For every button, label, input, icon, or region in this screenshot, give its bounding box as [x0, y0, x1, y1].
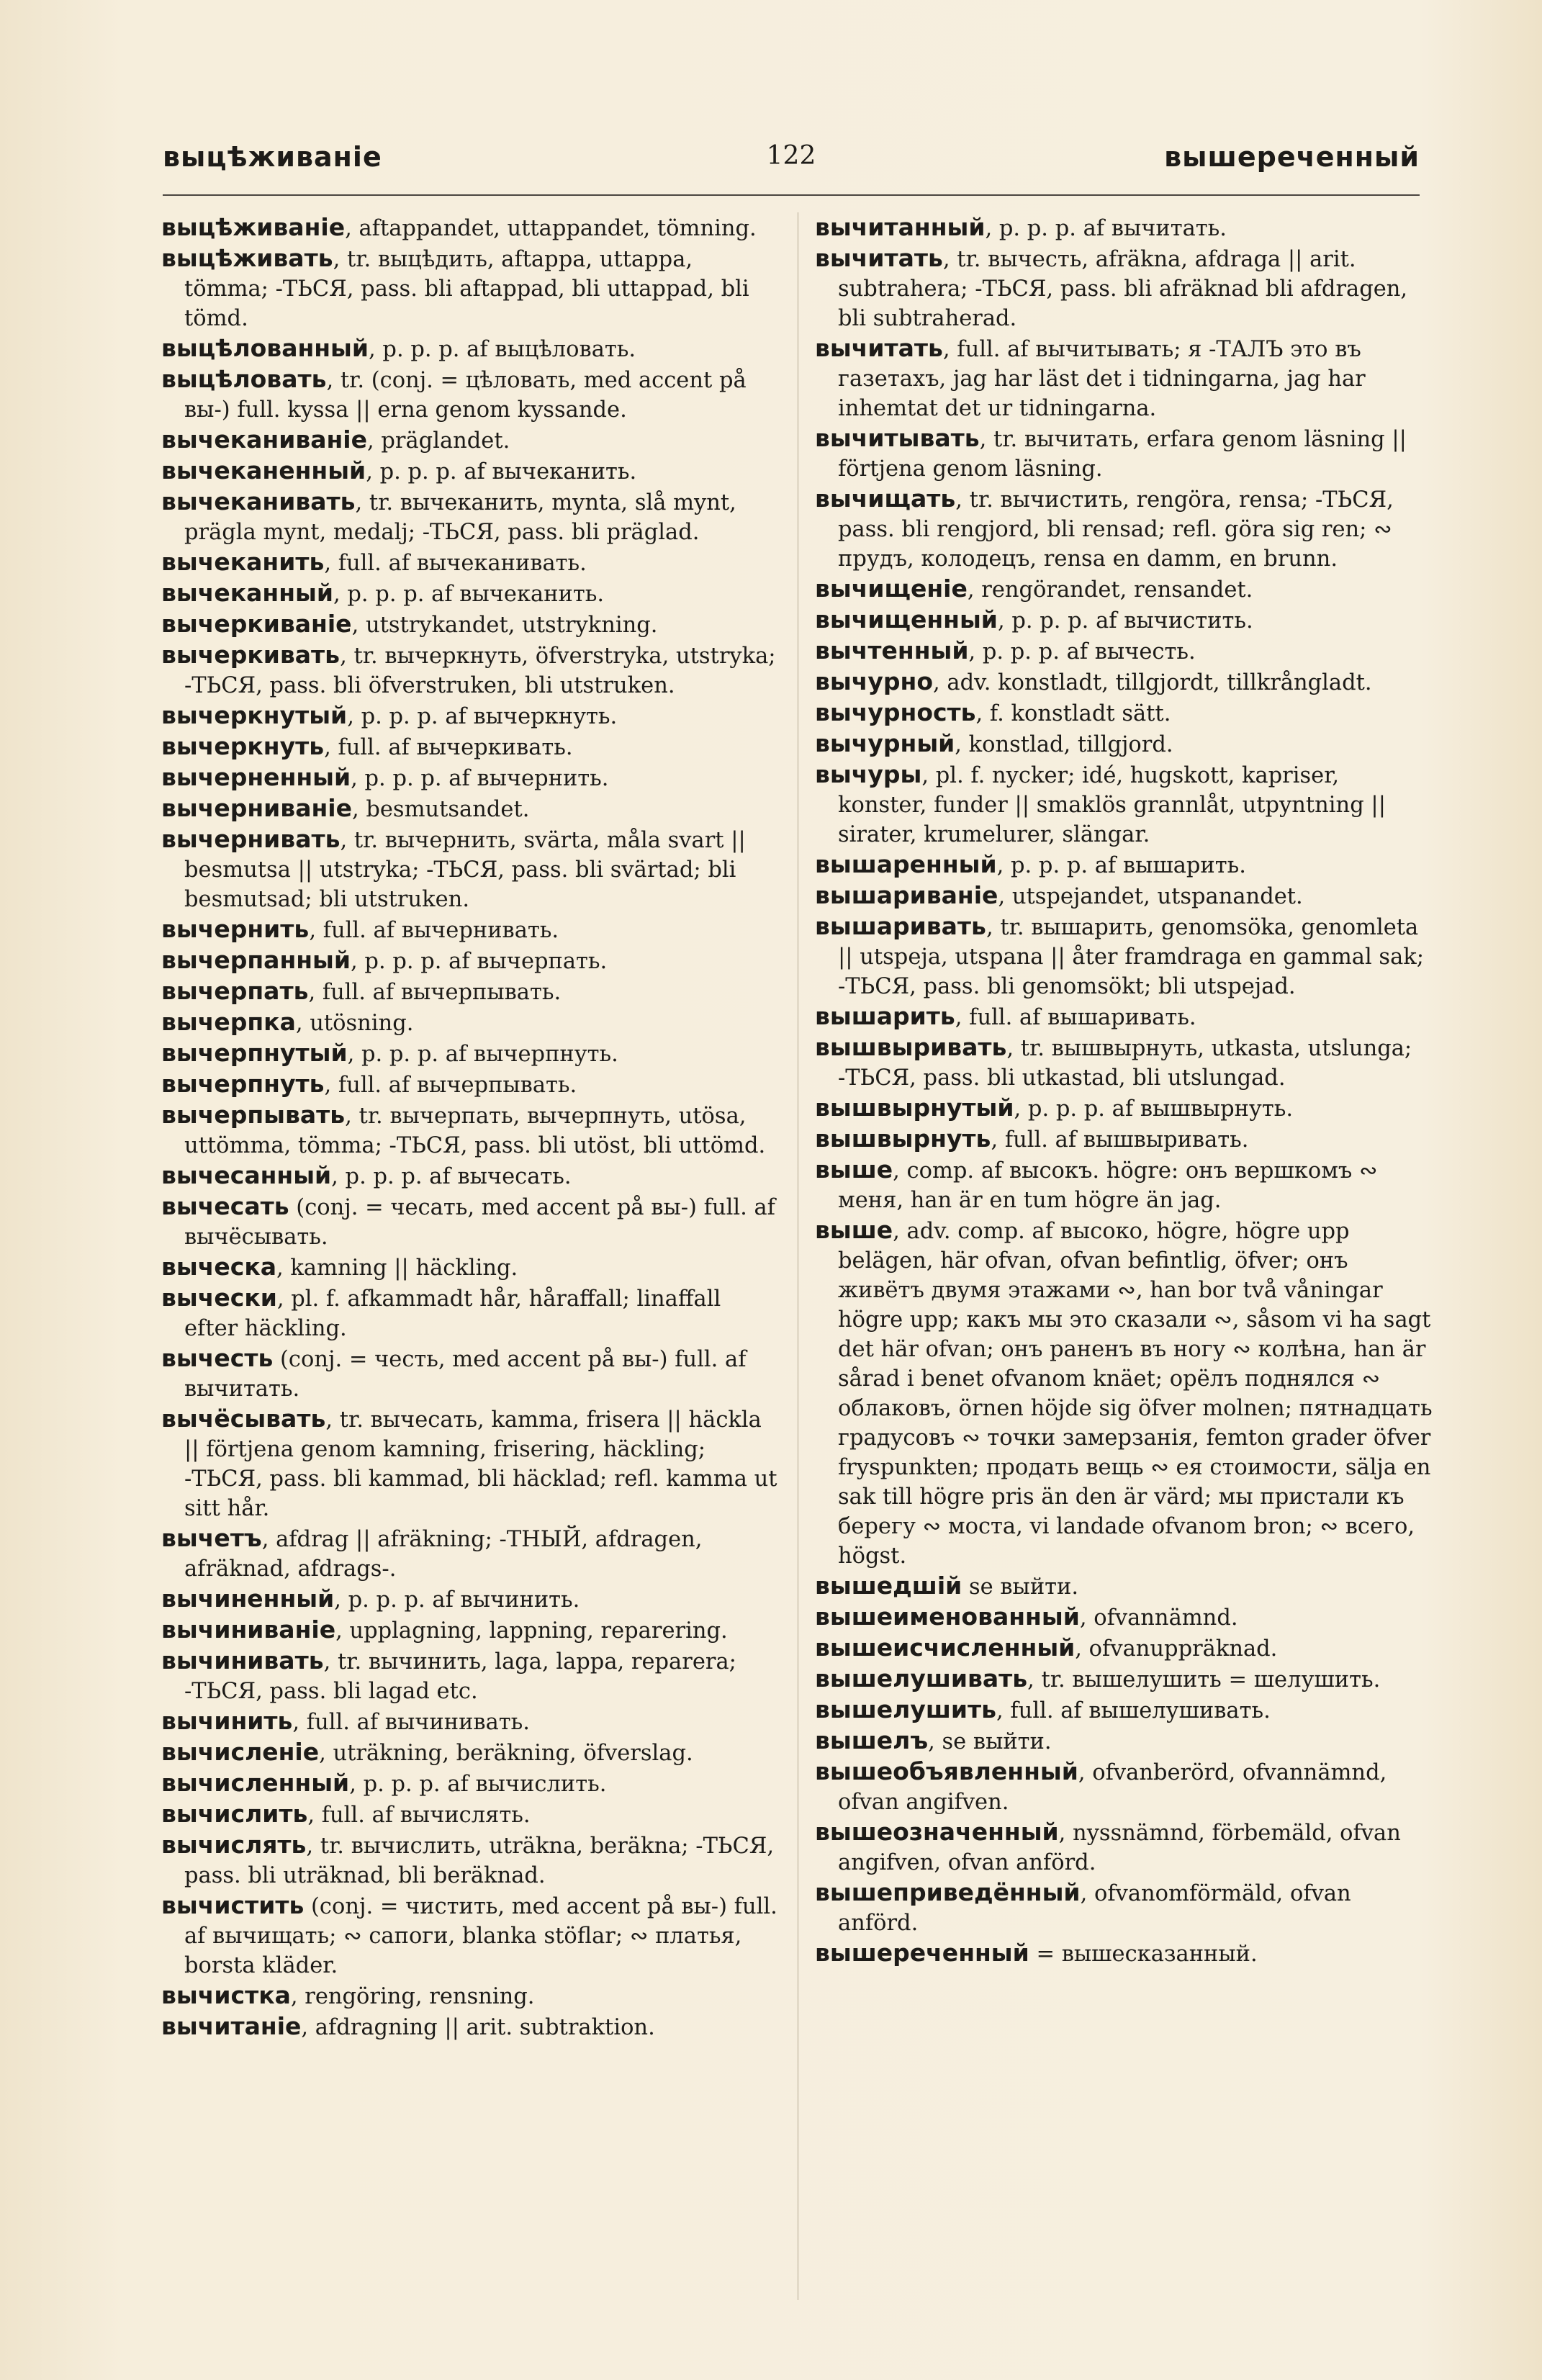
dictionary-entry [815, 1001, 1434, 1032]
dictionary-entry [815, 1878, 1434, 1938]
entry-headword: вычерпывать [161, 1101, 346, 1129]
entry-definition: , p. p. p. af вычесать. [331, 1164, 572, 1189]
entry-definition: , ofvanomförmäld, ofvan anförd. [838, 1881, 1351, 1936]
entry-headword: вышелушивать [815, 1664, 1028, 1692]
entry-definition: , aftappandet, uttappandet, tömning. [345, 216, 757, 241]
dictionary-entry [161, 976, 780, 1007]
dictionary-entry [815, 880, 1434, 911]
dictionary-entry [815, 1571, 1434, 1602]
entry-definition: , kamning || häckling. [276, 1256, 518, 1281]
entry-headword: вышаривать [815, 912, 986, 940]
entry-definition: se выйти. [962, 1574, 1079, 1600]
left-column [161, 212, 780, 2343]
entry-headword: вышедшій [815, 1572, 962, 1600]
entry-definition: , p. p. p. af вычеркнуть. [347, 704, 618, 729]
dictionary-entry [161, 456, 780, 487]
entry-headword: вышеисчисленный [815, 1633, 1076, 1662]
dictionary-entry [815, 1664, 1434, 1695]
entry-definition: , tr. вычеканить, mynta, slå mynt, prägla mynt, medalj; -ТЬСЯ, pass. bli präglad. [184, 490, 736, 545]
entry-definition: , full. af вышвыривать. [991, 1127, 1249, 1153]
entry-headword: вышвыривать [815, 1033, 1007, 1061]
entry-definition: , p. p. p. af вычитать. [985, 216, 1227, 241]
entry-definition: , full. af вычернивать. [309, 918, 559, 943]
entry-definition: , p. p. p. af вычерпать. [351, 949, 608, 974]
dictionary-entry [161, 1343, 780, 1404]
entry-definition: , p. p. p. af вышвырнуть. [1014, 1096, 1294, 1122]
entry-headword: вычурность [815, 698, 976, 726]
entry-definition: , full. af вычерпывать. [308, 980, 562, 1005]
entry-definition: , p. p. p. af выцѣловать. [369, 337, 636, 362]
entry-headword: вычерненный [161, 763, 351, 791]
entry-headword: вычерпка [161, 1008, 296, 1036]
dictionary-entry [161, 1584, 780, 1615]
entry-definition: , comp. af высокъ. högre: онъ вершкомъ ∾ меня, han är en tum högre än jag. [838, 1158, 1378, 1213]
entry-definition: , uträkning, beräkning, öfverslag. [319, 1741, 693, 1766]
entry-definition: , tr. вычесть, afräkna, afdraga || arit. subtrahera; -ТЬСЯ, pass. bli afräknad bli afdragen, bli subtraherad. [838, 247, 1408, 331]
entry-headword: вычитывать [815, 424, 980, 452]
dictionary-entry [815, 667, 1434, 698]
dictionary-entry [161, 1191, 780, 1252]
header-rule [163, 194, 1420, 196]
entry-headword: вычистка [161, 1981, 291, 2009]
entry-definition: , utösning. [295, 1011, 414, 1036]
dictionary-entry [815, 1726, 1434, 1757]
entry-definition: , tr. вычитать, erfara genom läsning || förtjena genom läsning. [838, 427, 1407, 482]
entry-definition: , full. af вычитывать; я -ТАЛЪ это въ газетахъ, jag har läst det i tidningarna, jag har inhemtat det ur tidningarna. [838, 337, 1366, 421]
entry-headword: вышарить [815, 1002, 955, 1030]
entry-definition: , tr. вычислить, uträkna, beräkna; -ТЬСЯ, pass. bli uträknad, bli beräknad. [184, 1834, 775, 1888]
entry-definition: , utspejandet, utspanandet. [998, 884, 1303, 909]
entry-headword: вычеканивать [161, 487, 356, 515]
dictionary-entry [815, 1695, 1434, 1726]
entry-headword: вычерпать [161, 977, 309, 1005]
entry-definition: , p. p. p. af вычесть. [968, 639, 1196, 664]
entry-definition: , rengörandet, rensandet. [967, 577, 1253, 603]
entry-headword: вычернить [161, 915, 310, 943]
dictionary-entry [161, 640, 780, 700]
entry-headword: вычинивать [161, 1646, 324, 1674]
entry-definition: (conj. = чесать, med accent på вы-) full. af вычёсывать. [184, 1195, 775, 1250]
dictionary-entry [161, 1069, 780, 1100]
entry-definition: , tr. вычесать, kamma, frisera || häckla || förtjena genom kamning, frisering, häckling; -ТЬСЯ, pass. bli kammad, bli häcklad; refl. kamma ut sitt hår. [184, 1407, 777, 1521]
entry-definition: , besmutsandet. [351, 797, 530, 822]
entry-definition: , rengöring, rensning. [290, 1984, 535, 2009]
entry-headword: вышелушить [815, 1695, 996, 1723]
dictionary-entry [815, 243, 1434, 333]
entry-definition: , p. p. p. af вышарить. [996, 853, 1246, 878]
entry-definition: , tr. вычистить, rengöra, rensa; -ТЬСЯ, pass. bli rengjord, bli rensad; refl. göra sig ren; ∾ прудъ, колодецъ, rensa en damm, en brunn. [838, 487, 1394, 572]
right-column [815, 212, 1434, 2343]
dictionary-entry [161, 1706, 780, 1737]
dictionary-entry [815, 1032, 1434, 1093]
entry-definition: , full. af вычеканивать. [324, 551, 587, 576]
dictionary-entry [161, 1160, 780, 1191]
dictionary-entry [161, 578, 780, 609]
entry-headword: вышеприведённый [815, 1878, 1081, 1906]
entry-definition: , p. p. p. af вычинить. [334, 1587, 580, 1613]
entry-definition: , tr. вычернить, svärta, måla svart || besmutsa || utstryka; -ТЬСЯ, pass. bli svärtad; bli besmutsad; bli utstruken. [184, 828, 746, 912]
entry-definition: , full. af вычерпывать. [324, 1073, 577, 1098]
entry-headword: вычесать [161, 1192, 289, 1220]
dictionary-entry [815, 423, 1434, 484]
entry-headword: вычерпнутый [161, 1039, 348, 1067]
entry-definition: , tr. (conj. = цѣловать, med accent på вы-) full. kyssa || erna genom kyssande. [184, 368, 747, 423]
entry-headword: вышеобъявленный [815, 1757, 1078, 1785]
page-number: 122 [766, 141, 816, 171]
dictionary-entry [161, 1100, 780, 1160]
entry-definition: , full. af вышелушивать. [996, 1698, 1271, 1723]
entry-headword: вычерпнуть [161, 1070, 325, 1098]
entry-headword: выцѣловать [161, 365, 327, 393]
dictionary-entry [161, 824, 780, 914]
dictionary-entry [815, 1215, 1434, 1571]
entry-headword: вычеканенный [161, 456, 366, 484]
dictionary-entry [815, 1124, 1434, 1155]
dictionary-entry [161, 1038, 780, 1069]
dictionary-entry [161, 1737, 780, 1768]
entry-headword: вычеркиваніе [161, 610, 352, 638]
entry-headword: выцѣлованный [161, 334, 369, 362]
entry-headword: вычернивать [161, 825, 341, 853]
entry-headword: вышелъ [815, 1726, 929, 1754]
entry-headword: вычиниваніе [161, 1615, 336, 1644]
entry-definition: , ofvanuppräknad. [1075, 1636, 1278, 1662]
dictionary-entry [161, 1768, 780, 1799]
entry-headword: вычитать [815, 244, 943, 272]
dictionary-entry [815, 1757, 1434, 1817]
entry-definition: , p. p. p. af вычеканить. [366, 459, 637, 484]
entry-headword: вышеименованный [815, 1603, 1080, 1631]
entry-headword: вычеркнуть [161, 732, 325, 760]
entry-headword: вычищеніе [815, 574, 968, 603]
dictionary-entry [161, 1830, 780, 1890]
entry-definition: , tr. вышарить, genomsöka, genomleta || utspeja, utspana || åter framdraga en gammal sak; -ТЬСЯ, pass. bli genomsökt; bli utspejad. [838, 915, 1425, 999]
dictionary-entry [815, 1633, 1434, 1664]
dictionary-entry [815, 1938, 1434, 1969]
entry-definition: , adv. konstladt, tillgjordt, tillkrångladt. [933, 670, 1372, 695]
entry-definition: , tr. выцѣдить, aftappa, uttappa, tömma; -ТЬСЯ, pass. bli aftappad, bli uttappad, bli tömd. [184, 247, 749, 331]
entry-definition: , tr. вычеркнуть, öfverstryka, utstryka; -ТЬСЯ, pass. bli öfverstruken, bli utstruken. [184, 644, 776, 698]
entry-definition: , p. p. p. af вычислить. [349, 1772, 607, 1797]
dictionary-entry [815, 574, 1434, 605]
entry-headword: вышвырнуть [815, 1124, 991, 1153]
dictionary-entry [161, 487, 780, 547]
entry-headword: вычуры [815, 760, 922, 788]
entry-headword: вычисленный [161, 1769, 350, 1797]
entry-headword: вычеканный [161, 579, 333, 607]
dictionary-entry [815, 636, 1434, 667]
entry-definition: , utstrykandet, utstrykning. [351, 613, 658, 638]
entry-headword: вычистить [161, 1891, 305, 1919]
dictionary-entry [161, 762, 780, 793]
entry-headword: вычесть [161, 1344, 274, 1372]
dictionary-entry [161, 547, 780, 578]
entry-definition: , p. p. p. af вычернить. [351, 766, 609, 791]
entry-headword: вычиненный [161, 1585, 335, 1613]
dictionary-entry [161, 1646, 780, 1706]
entry-headword: вычеркивать [161, 641, 341, 669]
dictionary-entry [161, 2011, 780, 2042]
entry-definition: , afdragning || arit. subtraktion. [301, 2015, 655, 2040]
entry-definition: , tr. вышелушить = шелушить. [1027, 1667, 1381, 1692]
entry-definition: , tr. вычерпать, вычерпнуть, utösa, uttömma, tömma; -ТЬСЯ, pass. bli utöst, bli uttömd. [184, 1104, 766, 1158]
entry-headword: вычитанный [815, 213, 986, 241]
entry-headword: вычитаніе [161, 2012, 302, 2040]
entry-headword: вычерниваніе [161, 794, 352, 822]
entry-definition: , präglandet. [367, 428, 510, 454]
entry-definition: (conj. = честь, med accent på вы-) full. af вычитать. [184, 1347, 747, 1402]
dictionary-entry [815, 698, 1434, 729]
entry-headword: вычисленіе [161, 1738, 320, 1766]
entry-definition: , full. af вычислять. [307, 1803, 531, 1828]
dictionary-entry [161, 212, 780, 243]
entry-headword: вышариваніе [815, 881, 998, 909]
dictionary-entry [161, 364, 780, 425]
dictionary-entry [161, 333, 780, 364]
entry-headword: выческа [161, 1253, 276, 1281]
dictionary-entry [815, 333, 1434, 423]
dictionary-entry [161, 243, 780, 333]
entry-headword: вычеркнутый [161, 701, 348, 729]
entry-definition: , p. p. p. af вычистить. [997, 608, 1253, 634]
dictionary-entry [161, 1980, 780, 2011]
entry-definition: (conj. = чистить, med accent på вы-) full. af вычищать; ∾ сапоги, blanka stöflar; ∾ платья, borsta kläder. [184, 1894, 777, 1978]
dictionary-entry [815, 729, 1434, 759]
entry-headword: вычитать [815, 334, 943, 362]
dictionary-entry [815, 212, 1434, 243]
entry-headword: выцѣживаніе [161, 213, 346, 241]
entry-definition: , konstlad, tillgjord. [955, 732, 1173, 757]
entry-definition: , p. p. p. af вычерпнуть. [347, 1042, 618, 1067]
dictionary-entry [161, 914, 780, 945]
entry-headword: выше [815, 1216, 893, 1244]
entry-headword: вышереченный [815, 1939, 1029, 1967]
dictionary-entry [815, 605, 1434, 636]
entry-definition: , pl. f. afkammadt hår, håraffall; linaffall efter häckling. [184, 1286, 721, 1341]
entry-definition: , full. af вычеркивать. [324, 735, 573, 760]
entry-definition: , se выйти. [928, 1729, 1052, 1754]
entry-definition: , tr. вышвырнуть, utkasta, utslunga; -ТЬСЯ, pass. bli utkastad, bli utslungad. [838, 1036, 1412, 1091]
entry-headword: вычищенный [815, 605, 998, 634]
dictionary-entry [161, 609, 780, 640]
dictionary-entry [161, 945, 780, 976]
entry-headword: вышаренный [815, 850, 997, 878]
entry-headword: вычислять [161, 1831, 307, 1859]
entry-headword: выцѣживать [161, 244, 333, 272]
entry-definition: , upplagning, lappning, reparering. [335, 1618, 728, 1644]
entry-definition: , ofvanberörd, ofvannämnd, ofvan angifven. [838, 1760, 1387, 1815]
entry-headword: вычурно [815, 667, 933, 695]
dictionary-entry [815, 849, 1434, 880]
dictionary-entry [161, 1799, 780, 1830]
entry-headword: вычерпанный [161, 946, 351, 974]
entry-definition: , f. konstladt sätt. [975, 701, 1171, 726]
dictionary-entry [815, 484, 1434, 574]
dictionary-entry [161, 1007, 780, 1038]
dictionary-entry [161, 1404, 780, 1523]
page-header [163, 141, 1420, 184]
dictionary-entry [161, 1252, 780, 1283]
entry-definition: , nyssnämnd, förbemäld, ofvan angifven, ofvan anförd. [838, 1821, 1401, 1875]
entry-headword: вышвырнутый [815, 1094, 1014, 1122]
entry-headword: вычетъ [161, 1524, 262, 1552]
entry-headword: вычесанный [161, 1161, 332, 1189]
dictionary-entry [815, 1602, 1434, 1633]
entry-headword: вычищать [815, 484, 956, 513]
dictionary-entry [161, 425, 780, 456]
entry-headword: вычеканиваніе [161, 425, 367, 454]
dictionary-entry [161, 1615, 780, 1646]
dictionary-entry [815, 759, 1434, 849]
running-head-right: вышереченный [1164, 141, 1420, 173]
dictionary-entry [161, 1890, 780, 1980]
entry-definition: , pl. f. nycker; idé, hugskott, kapriser, konster, funder || smaklös grannlåt, utpyntning || sirater, krumelurer, slängar. [838, 763, 1386, 847]
dictionary-entry [161, 1523, 780, 1584]
entry-headword: вышеозначенный [815, 1818, 1059, 1846]
entry-definition: , ofvannämnd. [1079, 1605, 1238, 1631]
dictionary-entry [815, 1155, 1434, 1215]
entry-headword: вычтенный [815, 636, 969, 664]
entry-definition: , tr. вычинить, laga, lappa, reparera; -ТЬСЯ, pass. bli lagad etc. [184, 1649, 736, 1704]
entry-headword: вычески [161, 1284, 277, 1312]
running-head-left: выцѣживаніе [163, 141, 382, 173]
entry-definition: , full. af вышаривать. [955, 1005, 1196, 1030]
entry-definition: , adv. comp. af высоко, högre, högre upp belägen, här ofvan, ofvan befintlig, öfver; онъ живётъ двумя этажами ∾, han bor två våningar högre upp; какъ мы это сказали ∾, såsom vi ha sagt det här ofvan; онъ раненъ въ ногу ∾ колѣна, han är sårad i benet ofvanom knäet; орёлъ поднялся ∾ облаковъ, örnen höjde sig öfver molnen; пятнадцать градусовъ ∾ точки замерзанія, femton grader öfver fryspunkten; продать вещь ∾ ея стоимости, sälja en sak till högre pris än den är värd; мы пристали къ берегу ∾ моста, vi landade ofvanom bron; ∾ всего, högst. [838, 1219, 1433, 1569]
entry-definition: , full. af вычинивать. [292, 1710, 530, 1735]
dictionary-entry [815, 1093, 1434, 1124]
entry-headword: вычислить [161, 1800, 308, 1828]
entry-definition: , afdrag || afräkning; -ТНЫЙ, afdragen, afräknad, afdrags-. [184, 1527, 703, 1582]
entry-headword: вычурный [815, 729, 955, 757]
entry-definition: , p. p. p. af вычеканить. [333, 582, 605, 607]
entry-definition: = вышесказанный. [1029, 1942, 1258, 1967]
dictionary-entry [161, 1283, 780, 1343]
dictionary-entry [815, 911, 1434, 1001]
dictionary-entry [815, 1817, 1434, 1878]
dictionary-entry [161, 700, 780, 731]
entry-headword: вычёсывать [161, 1405, 326, 1433]
dictionary-entry [161, 793, 780, 824]
entry-headword: вычеканить [161, 548, 325, 576]
entry-headword: выше [815, 1155, 893, 1184]
dictionary-entry [161, 731, 780, 762]
entry-headword: вычинить [161, 1707, 293, 1735]
